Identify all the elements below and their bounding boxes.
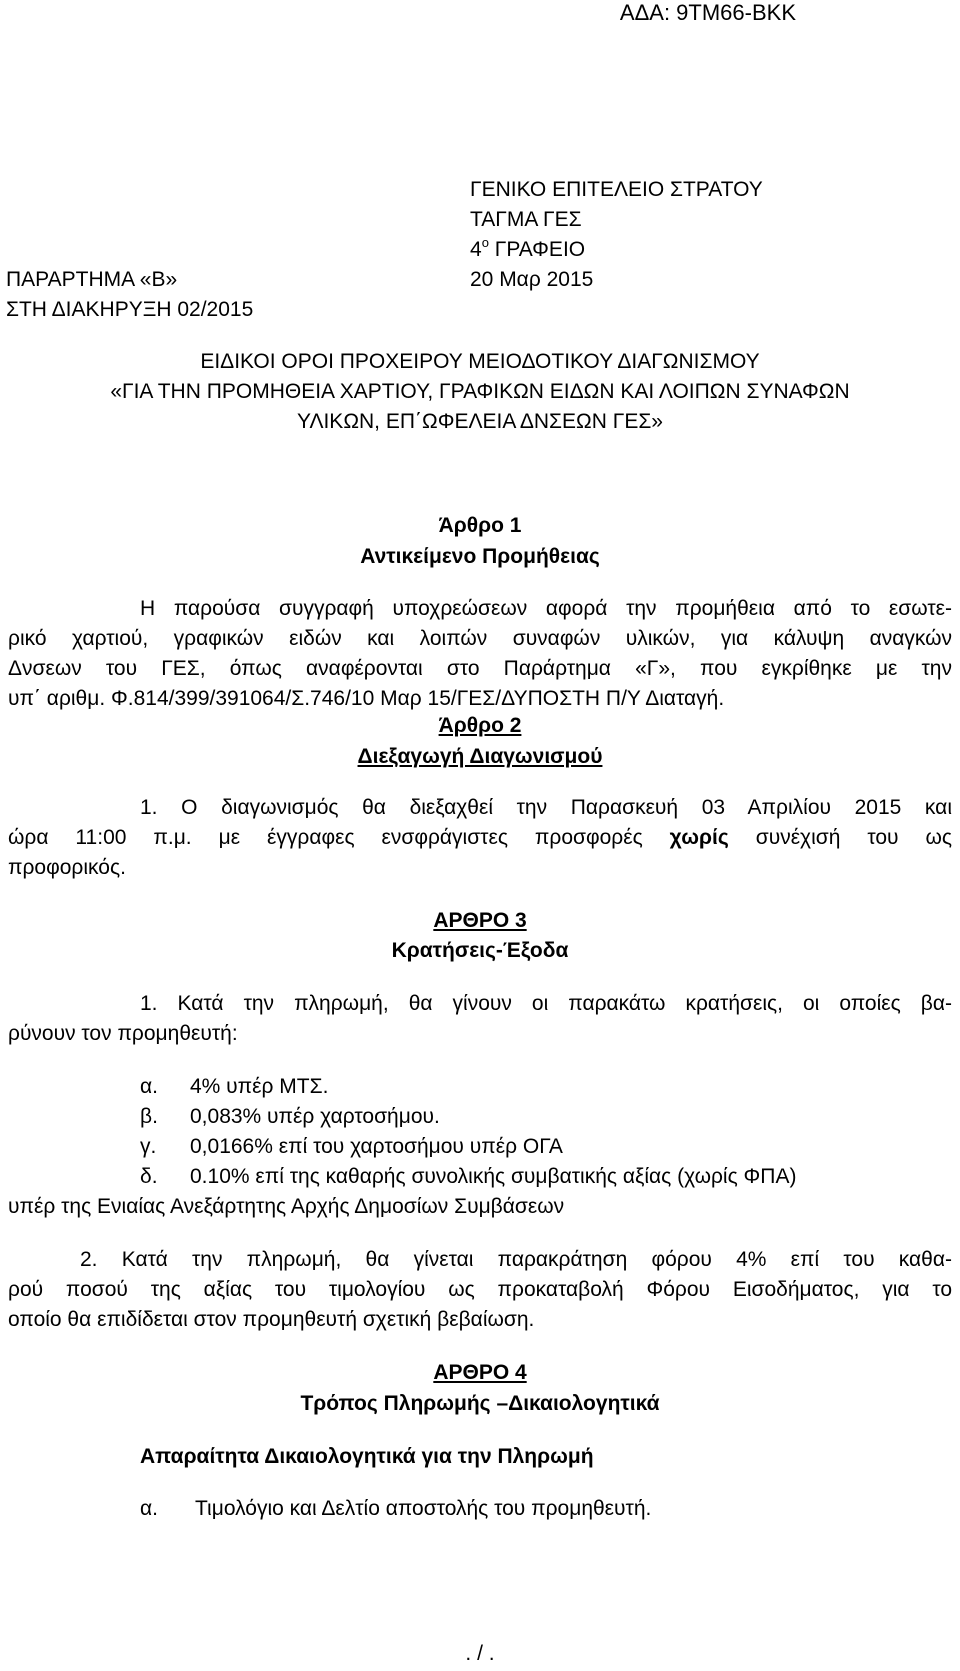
article-4-title: Τρόπος Πληρωμής –Δικαιολογητικά [300, 1392, 660, 1415]
article-3-para-1-line-1: 1. Κατά την πληρωμή, θα γίνουν οι παρακάτω κρατήσεις, οι οποίες βα- [140, 992, 952, 1015]
list-item-text: 4% υπέρ ΜΤΣ. [190, 1075, 329, 1098]
annex-reference: ΣΤΗ ΔΙΑΚΗΡΥΞΗ 02/2015 [6, 298, 254, 321]
article-2-line-1: 1. Ο διαγωνισμός θα διεξαχθεί την Παρασκευή 03 Απριλίου 2015 και [140, 796, 952, 819]
article-1-title: Αντικείμενο Προμήθειας [360, 545, 600, 568]
article-2-line-3: προφορικός. [8, 856, 126, 879]
header-unit-name: ΤΑΓΜΑ ΓΕΣ [470, 208, 582, 231]
doc-title-line-2: «ΓΙΑ ΤΗΝ ΠΡΟΜΗΘΕΙΑ ΧΑΡΤΙΟΥ, ΓΡΑΦΙΚΩΝ ΕΙΔΩΝ ΚΑΙ ΛΟΙΠΩΝ ΣΥΝΑΦΩΝ [110, 380, 850, 403]
list-item-text: 0,083% υπέρ χαρτοσήμου. [190, 1105, 440, 1128]
page-continuation-mark: . / . [465, 1642, 495, 1665]
article-4-heading: ΑΡΘΡΟ 4 [433, 1361, 527, 1384]
article-1-heading: Άρθρο 1 [438, 514, 522, 537]
doc-title-line-1: ΕΙΔΙΚΟΙ ΟΡΟΙ ΠΡΟΧΕΙΡΟΥ ΜΕΙΟΔΟΤΙΚΟΥ ΔΙΑΓΩΝΙΣΜΟΥ [200, 350, 760, 373]
ada-code: ΑΔΑ: 9ΤΜ66-ΒΚΚ [619, 0, 796, 25]
article-3-para-2-line-2: ρού ποσού της αξίας του τιμολογίου ως προκαταβολή Φόρου Εισοδήματος, για το [8, 1278, 952, 1301]
article-3-para-1-line-2: ρύνουν τον προμηθευτή: [8, 1022, 238, 1045]
article-1-line-4: υπ΄ αριθμ. Φ.814/399/391064/Σ.746/10 Μαρ 15/ΓΕΣ/ΔΥΠΟΣΤΗ Π/Υ Διαταγή. [8, 687, 725, 710]
article-1-line-2: ρικό χαρτιού, γραφικών ειδών και λοιπών συναφών υλικών, για κάλυψη αναγκών [8, 627, 952, 650]
article-1-line-3: Δνσεων του ΓΕΣ, όπως αναφέρονται στο Παράρτημα «Γ», που εγκρίθηκε με την [8, 657, 952, 680]
article-3-para-2-line-3: οποίο θα επιδίδεται στον προμηθευτή σχετική βεβαίωση. [8, 1308, 535, 1331]
list-letter: δ. [140, 1165, 158, 1188]
article-2-line-2: ώρα 11:00 π.μ. με έγγραφες ενσφράγιστες προσφορές χωρίς συνέχισή του ως [8, 826, 952, 849]
header-office: $4^o$ ΓΡΑΦΕΙΟ [470, 235, 586, 261]
header-org-name: ΓΕΝΙΚΟ ΕΠΙΤΕΛΕΙΟ ΣΤΡΑΤΟΥ [470, 178, 763, 201]
article-4-subheading: Απαραίτητα Δικαιολογητικά για την Πληρωμή [140, 1445, 594, 1468]
list-letter: α. [140, 1497, 158, 1520]
article-2-title: Διεξαγωγή Διαγωνισμού [357, 745, 603, 768]
article-1-line-1: Η παρούσα συγγραφή υποχρεώσεων αφορά την προμήθεια από το εσωτε- [140, 597, 952, 620]
list-letter: α. [140, 1075, 158, 1098]
list-item-text: 0.10% επί της καθαρής συνολικής συμβατικής αξίας (χωρίς ΦΠΑ) [190, 1165, 797, 1188]
list-letter: β. [140, 1105, 158, 1128]
document-date: 20 Μαρ 2015 [470, 268, 594, 291]
list-item-continuation: υπέρ της Ενιαίας Ανεξάρτητης Αρχής Δημοσίων Συμβάσεων [8, 1195, 565, 1218]
article-3-para-2-line-1: 2. Κατά την πληρωμή, θα γίνεται παρακράτηση φόρου 4% επί του καθα- [80, 1248, 952, 1271]
list-item-text: 0,0166% επί του χαρτοσήμου υπέρ ΟΓΑ [190, 1135, 563, 1158]
article-3-heading: ΑΡΘΡΟ 3 [433, 909, 527, 932]
article-3-title: Κρατήσεις-Έξοδα [391, 939, 569, 962]
list-letter: γ. [140, 1135, 157, 1158]
article-2-heading: Άρθρο 2 [438, 714, 522, 737]
list-item-text: Τιμολόγιο και Δελτίο αποστολής του προμηθευτή. [195, 1497, 652, 1520]
doc-title-line-3: ΥΛΙΚΩΝ, ΕΠ΄ΩΦΕΛΕΙΑ ΔΝΣΕΩΝ ΓΕΣ» [297, 410, 663, 433]
annex-label: ΠΑΡΑΡΤΗΜΑ «Β» [6, 268, 178, 291]
